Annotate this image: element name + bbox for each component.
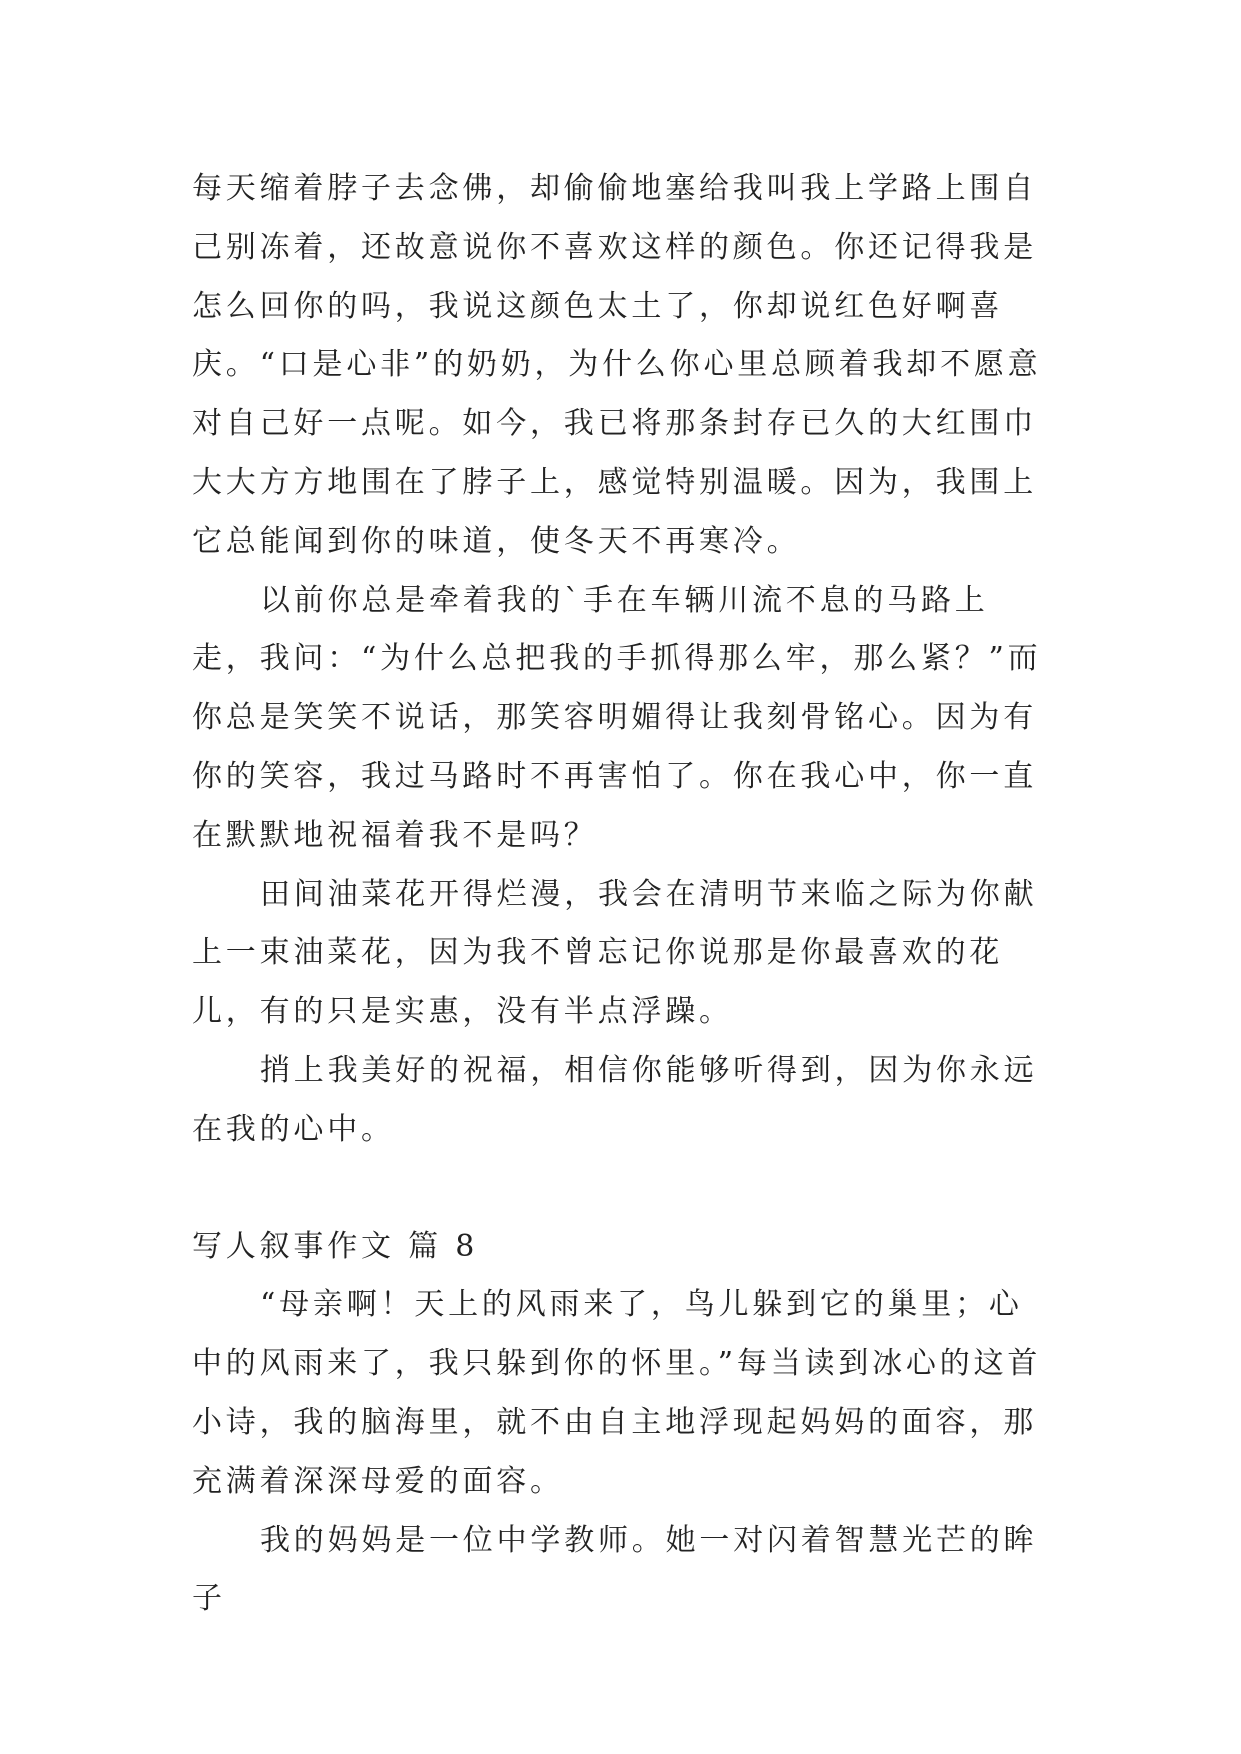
paragraph: 以前你总是牵着我的`手在车辆川流不息的马路上走，我问：“为什么总把我的手抓得那么牢，那么紧？”而你总是笑笑不说话，那笑容明媚得让我刻骨铭心。因为有你的笑容，我过马路时不再害怕了。你在我心中，你一直在默默地祝福着我不是吗？: [192, 582, 1042, 853]
document-body: [192, 160, 1050, 1629]
paragraph-continued: 每天缩着脖子去念佛，却偷偷地塞给我叫我上学路上围自己别冻着，还故意说你不喜欢这样的颜色。你还记得我是怎么回你的吗，我说这颜色太土了，你却说红色好啊喜庆。“口是心非”的奶奶，为什么你心里总顾着我却不愿意对自己好一点呢。如今，我已将那条封存已久的大红围巾大大方方地围在了脖子上，感觉特别温暖。因为，我围上它总能闻到你的味道，使冬天不再寒冷。: [192, 171, 1042, 559]
paragraph: 捎上我美好的祝福，相信你能够听得到，因为你永远在我的心中。: [192, 1052, 1038, 1147]
paragraph: 田间油菜花开得烂漫，我会在清明节来临之际为你献上一束油菜花，因为我不曾忘记你说那是你最喜欢的花儿，有的只是实惠，没有半点浮躁。: [192, 876, 1038, 1030]
section-heading: 写人叙事作文 篇 8: [192, 1228, 479, 1264]
section-spacer: [192, 1160, 1050, 1218]
paragraph: 我的妈妈是一位中学教师。她一对闪着智慧光芒的眸子: [192, 1522, 1038, 1617]
paragraph: “母亲啊！天上的风雨来了，鸟儿躲到它的巢里；心中的风雨来了，我只躲到你的怀里。”每当读到冰心的这首小诗，我的脑海里，就不由自主地浮现起妈妈的面容，那充满着深深母爱的面容。: [192, 1287, 1042, 1499]
